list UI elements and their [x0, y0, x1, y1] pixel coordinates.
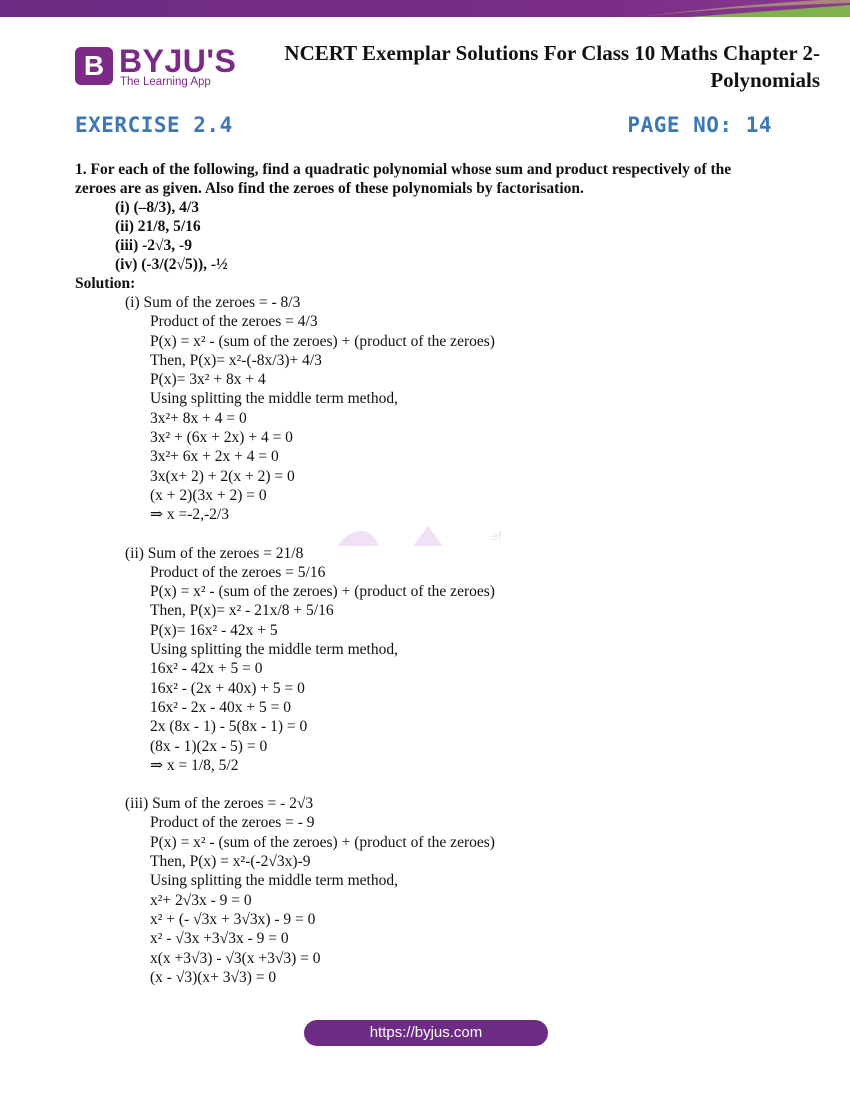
solution-step: x²+ 2√3x - 9 = 0	[150, 891, 252, 909]
solution-step: 3x(x+ 2) + 2(x + 2) = 0	[150, 467, 295, 485]
solution-step: 3x²+ 8x + 4 = 0	[150, 409, 247, 427]
solution-step: Using splitting the middle term method,	[150, 390, 398, 408]
solution-step: Then, P(x)= x²-(-8x/3)+ 4/3	[150, 351, 322, 369]
solution-step: (x + 2)(3x + 2) = 0	[150, 486, 267, 504]
solution-step: 16x² - 42x + 5 = 0	[150, 660, 263, 678]
solution-step: (8x - 1)(2x - 5) = 0	[150, 737, 268, 755]
solution-step: P(x)= 3x² + 8x + 4	[150, 371, 266, 389]
solution-step: Product of the zeroes = 4/3	[150, 313, 318, 331]
page-number-heading: PAGE NO: 14	[627, 113, 772, 137]
solution-step: x² + (- √3x + 3√3x) - 9 = 0	[150, 910, 316, 928]
byjus-logo	[75, 43, 237, 95]
footer-url-link[interactable]: https://byjus.com	[304, 1020, 548, 1046]
logo-tagline: The Learning App	[120, 76, 211, 88]
logo-letter: B	[83, 50, 105, 81]
solution-step: 16x² - (2x + 40x) + 5 = 0	[150, 679, 305, 697]
solution-part-i	[75, 293, 775, 525]
solution-step: x² - √3x +3√3x - 9 = 0	[150, 930, 289, 948]
solution-step: P(x)= 16x² - 42x + 5	[150, 621, 278, 639]
solution-part-ii	[75, 544, 775, 776]
solution-step: 3x²+ 6x + 2x + 4 = 0	[150, 448, 279, 466]
solution-step: Then, P(x) = x²-(-2√3x)-9	[150, 853, 311, 871]
solution-step: P(x) = x² - (sum of the zeroes) + (product of the zeroes)	[150, 583, 495, 601]
solution-step: Product of the zeroes = - 9	[150, 814, 315, 832]
solution-step: Using splitting the middle term method,	[150, 872, 398, 890]
solution-label: Solution:	[75, 275, 136, 292]
question-text: 1. For each of the following, find a quadratic polynomial whose sum and product respectively of the zeroes are as given. Also find the zeroes of these polynomials by factorisation.	[75, 161, 732, 197]
question-part: (iv) (-3/(2√5)), -½	[115, 256, 228, 273]
solution-step: Then, P(x)= x² - 21x/8 + 5/16	[150, 602, 334, 620]
solution-step: P(x) = x² - (sum of the zeroes) + (product of the zeroes)	[150, 833, 495, 851]
solution-step: (iii) Sum of the zeroes = - 2√3	[125, 795, 314, 813]
solution-step: ⇒ x =-2,-2/3	[150, 506, 229, 524]
solution-part-iii	[75, 794, 775, 987]
question-part: (iii) -2√3, -9	[115, 237, 192, 254]
solution-step: 2x (8x - 1) - 5(8x - 1) = 0	[150, 718, 308, 736]
top-decorative-band	[0, 0, 850, 17]
question-part: (i) (–8/3), 4/3	[115, 199, 199, 216]
solution-step: 3x² + (6x + 2x) + 4 = 0	[150, 429, 293, 447]
logo-mark	[75, 47, 113, 85]
solution-step: (ii) Sum of the zeroes = 21/8	[125, 544, 304, 562]
document-title: NCERT Exemplar Solutions For Class 10 Maths Chapter 2- Polynomials	[284, 41, 820, 92]
solution-step: 16x² - 2x - 40x + 5 = 0	[150, 698, 291, 716]
solution-step: (x - √3)(x+ 3√3) = 0	[150, 968, 277, 986]
solution-step: x(x +3√3) - √3(x +3√3) = 0	[150, 949, 321, 967]
solution-step: Product of the zeroes = 5/16	[150, 563, 326, 581]
solution-step: (i) Sum of the zeroes = - 8/3	[125, 294, 301, 311]
question-parts	[75, 198, 775, 274]
document-body	[75, 160, 775, 987]
logo-name: BYJU'S	[119, 43, 237, 79]
solution-step: ⇒ x = 1/8, 5/2	[150, 756, 239, 774]
solution-step: P(x) = x² - (sum of the zeroes) + (product of the zeroes)	[150, 332, 495, 350]
exercise-heading: EXERCISE 2.4	[75, 113, 233, 137]
question-part: (ii) 21/8, 5/16	[115, 218, 201, 235]
solution-step: Using splitting the middle term method,	[150, 641, 398, 659]
svg-text:.ef: .ef	[488, 529, 502, 543]
